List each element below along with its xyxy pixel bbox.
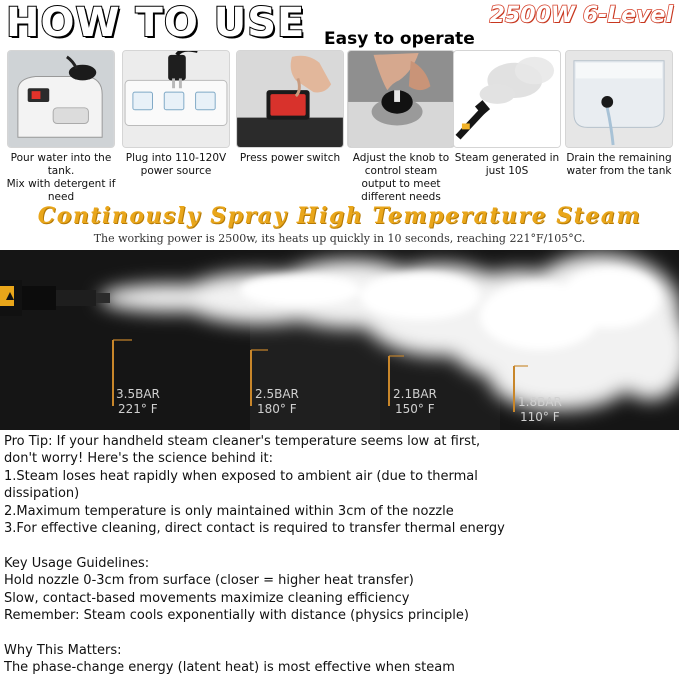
slogan-title: Continously Spray High Temperature Steam: [37, 203, 642, 229]
power-strip-photo: [122, 50, 230, 148]
step-caption: Pour water into the tank. Mix with detergent if need: [6, 152, 116, 203]
pressure-value: 2.5BAR: [255, 387, 299, 401]
guideline-item: Remember: Steam cools exponentially with distance (physics principle): [4, 608, 469, 624]
pressure-value: 1.8BAR: [518, 395, 562, 409]
science-point: 1.Steam loses heat rapidly when exposed to ambient air (due to thermal: [4, 468, 478, 484]
step-caption: Adjust the knob to control steam output to meet different needs: [352, 152, 450, 203]
temperature-value: 110° F: [520, 410, 560, 424]
pressure-marker: [116, 387, 160, 417]
control-knob-photo: [347, 50, 455, 148]
science-point: 2.Maximum temperature is only maintained within 3cm of the nozzle: [4, 503, 454, 519]
step-steam-generated: [453, 50, 561, 178]
pro-tip-line: don't worry! Here's the science behind it:: [4, 451, 273, 467]
step-caption: Plug into 110-120V power source: [125, 152, 227, 177]
page-subtitle: Easy to operate: [324, 29, 475, 49]
drain-tank-photo: [565, 50, 673, 148]
science-point: dissipation): [4, 486, 80, 502]
power-switch-photo: [236, 50, 344, 148]
guidelines-heading: Key Usage Guidelines:: [4, 555, 150, 571]
pressure-marker: [255, 387, 299, 417]
slogan-subtitle: The working power is 2500w, its heats up quickly in 10 seconds, reaching 221°F/105°C.: [93, 232, 586, 245]
guideline-item: Slow, contact-based movements maximize cleaning efficiency: [4, 590, 410, 606]
power-level-badge: 2500W 6-Level: [489, 3, 673, 28]
pressure-marker: [518, 395, 562, 425]
why-item: The phase-change energy (latent heat) is most effective when steam: [4, 660, 455, 676]
steam-nozzle-photo: [453, 50, 561, 148]
temperature-value: 221° F: [118, 402, 158, 416]
usage-tips: [4, 433, 676, 677]
step-caption: Drain the remaining water from the tank: [566, 152, 672, 177]
pressure-marker: [393, 387, 437, 417]
step-adjust-knob: [347, 50, 455, 204]
step-caption: Steam generated in just 10S: [454, 152, 560, 177]
pressure-value: 3.5BAR: [116, 387, 160, 401]
steps-row: [7, 50, 673, 210]
why-heading: Why This Matters:: [4, 642, 122, 658]
step-fill-water: [7, 50, 115, 204]
step-drain-tank: [565, 50, 673, 178]
step-plug-in: [122, 50, 230, 178]
pressure-value: 2.1BAR: [393, 387, 437, 401]
page-title: HOW TO USE: [6, 0, 306, 46]
temperature-value: 180° F: [257, 402, 297, 416]
step-caption: Press power switch: [239, 152, 341, 164]
steam-demo-photo: [0, 250, 679, 430]
guideline-item: Hold nozzle 0-3cm from surface (closer = higher heat transfer): [4, 573, 414, 589]
pro-tip-line: Pro Tip: If your handheld steam cleaner's temperature seems low at first,: [4, 434, 481, 449]
step-power-switch: [236, 50, 344, 165]
fill-water-photo: [7, 50, 115, 148]
temperature-value: 150° F: [395, 402, 435, 416]
science-point: 3.For effective cleaning, direct contact is required to transfer thermal energy: [4, 521, 505, 537]
